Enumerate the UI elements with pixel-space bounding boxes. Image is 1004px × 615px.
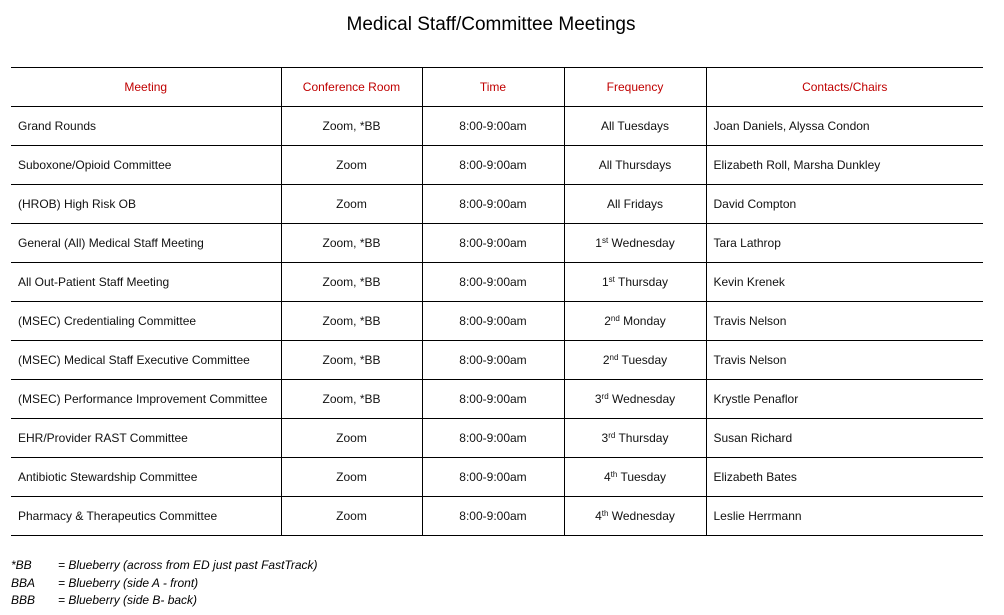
frequency-cell: [564, 263, 706, 302]
table-row: [11, 224, 983, 263]
contacts-cell: David Compton: [706, 185, 983, 224]
column-header-frequency: Frequency: [564, 68, 706, 107]
meetings-table-body: [11, 107, 983, 536]
time-cell: 8:00-9:00am: [422, 497, 564, 536]
time-cell: 8:00-9:00am: [422, 263, 564, 302]
conference-room-cell: Zoom, *BB: [281, 107, 422, 146]
frequency-text: Monday: [619, 314, 666, 328]
frequency-text: Wednesday: [608, 509, 675, 523]
column-header-meeting: Meeting: [11, 68, 281, 107]
frequency-ordinal-number: 4: [603, 470, 611, 484]
conference-room-cell: Zoom, *BB: [281, 224, 422, 263]
legend-item: [11, 575, 318, 593]
table-row: [11, 146, 983, 185]
meetings-table: [11, 67, 983, 536]
page-title: Medical Staff/Committee Meetings: [346, 14, 636, 35]
frequency-cell: [564, 302, 706, 341]
time-cell: 8:00-9:00am: [422, 419, 564, 458]
meeting-cell: General (All) Medical Staff Meeting: [11, 224, 281, 263]
table-row: [11, 302, 983, 341]
time-cell: 8:00-9:00am: [422, 107, 564, 146]
column-header-conference-room: Conference Room: [281, 68, 422, 107]
time-cell: 8:00-9:00am: [422, 302, 564, 341]
time-cell: 8:00-9:00am: [422, 185, 564, 224]
frequency-cell: [564, 380, 706, 419]
meeting-cell: (MSEC) Medical Staff Executive Committee: [11, 341, 281, 380]
time-cell: 8:00-9:00am: [422, 146, 564, 185]
frequency-ordinal-suffix: rd: [601, 392, 609, 401]
frequency-ordinal-number: 1: [595, 236, 602, 250]
meeting-cell: Suboxone/Opioid Committee: [11, 146, 281, 185]
meeting-cell: All Out-Patient Staff Meeting: [11, 263, 281, 302]
frequency-cell: [564, 497, 706, 536]
contacts-cell: Travis Nelson: [706, 341, 983, 380]
conference-room-cell: Zoom, *BB: [281, 302, 422, 341]
frequency-text: Tuesday: [618, 353, 668, 367]
contacts-cell: Krystle Penaflor: [706, 380, 983, 419]
frequency-ordinal-number: 3: [601, 431, 609, 445]
column-header-time: Time: [422, 68, 564, 107]
legend-description: = Blueberry (across from ED just past FastTrack): [58, 558, 318, 572]
frequency-ordinal-number: 2: [602, 353, 610, 367]
frequency-text: Wednesday: [608, 236, 675, 250]
meeting-cell: Antibiotic Stewardship Committee: [11, 458, 281, 497]
meeting-cell: Grand Rounds: [11, 107, 281, 146]
time-cell: 8:00-9:00am: [422, 224, 564, 263]
conference-room-cell: Zoom: [281, 185, 422, 224]
table-row: [11, 107, 983, 146]
frequency-cell: [564, 458, 706, 497]
frequency-ordinal-suffix: th: [601, 509, 609, 518]
meeting-cell: Pharmacy & Therapeutics Committee: [11, 497, 281, 536]
frequency-ordinal-suffix: st: [601, 236, 609, 245]
table-row: [11, 458, 983, 497]
frequency-ordinal-number: 4: [595, 509, 602, 523]
legend-code: *BB: [11, 558, 32, 572]
meeting-cell: EHR/Provider RAST Committee: [11, 419, 281, 458]
meeting-cell: (HROB) High Risk OB: [11, 185, 281, 224]
room-legend: [11, 557, 318, 610]
legend-description: = Blueberry (side A - front): [58, 575, 199, 590]
frequency-cell: [564, 146, 706, 185]
frequency-cell: [564, 419, 706, 458]
table-header-row: [11, 68, 983, 107]
conference-room-cell: Zoom: [281, 419, 422, 458]
conference-room-cell: Zoom: [281, 458, 422, 497]
contacts-cell: Travis Nelson: [706, 302, 983, 341]
legend-item: [11, 557, 318, 575]
table-row: [11, 497, 983, 536]
contacts-cell: Susan Richard: [706, 419, 983, 458]
frequency-cell: [564, 185, 706, 224]
frequency-text: All Fridays: [606, 197, 663, 211]
frequency-cell: [564, 224, 706, 263]
contacts-cell: Elizabeth Roll, Marsha Dunkley: [706, 146, 983, 185]
frequency-text: Thursday: [614, 275, 669, 289]
frequency-ordinal-suffix: th: [610, 470, 618, 479]
table-row: [11, 185, 983, 224]
conference-room-cell: Zoom, *BB: [281, 380, 422, 419]
frequency-text: Thursday: [615, 431, 669, 445]
conference-room-cell: Zoom, *BB: [281, 263, 422, 302]
column-header-contacts: Contacts/Chairs: [706, 68, 983, 107]
table-row: [11, 263, 983, 302]
frequency-ordinal-number: 2: [604, 314, 611, 328]
conference-room-cell: Zoom: [281, 146, 422, 185]
table-row: [11, 419, 983, 458]
frequency-cell: [564, 107, 706, 146]
frequency-text: Tuesday: [617, 470, 667, 484]
time-cell: 8:00-9:00am: [422, 380, 564, 419]
legend-item: [11, 592, 318, 610]
contacts-cell: Leslie Herrmann: [706, 497, 983, 536]
frequency-ordinal-number: 3: [594, 392, 602, 406]
frequency-ordinal-number: 1: [601, 275, 609, 289]
frequency-text: Wednesday: [608, 392, 676, 406]
time-cell: 8:00-9:00am: [422, 458, 564, 497]
frequency-text: All Thursdays: [598, 158, 672, 172]
frequency-ordinal-suffix: nd: [610, 314, 620, 323]
frequency-ordinal-suffix: rd: [608, 431, 616, 440]
frequency-ordinal-suffix: nd: [609, 353, 619, 362]
table-row: [11, 380, 983, 419]
legend-code: BBA: [11, 575, 36, 590]
contacts-cell: Joan Daniels, Alyssa Condon: [706, 107, 983, 146]
contacts-cell: Elizabeth Bates: [706, 458, 983, 497]
table-row: [11, 341, 983, 380]
frequency-ordinal-suffix: st: [608, 275, 615, 284]
contacts-cell: Kevin Krenek: [706, 263, 983, 302]
conference-room-cell: Zoom, *BB: [281, 341, 422, 380]
meeting-cell: (MSEC) Performance Improvement Committee: [11, 380, 281, 419]
frequency-text: All Tuesdays: [600, 119, 670, 133]
contacts-cell: Tara Lathrop: [706, 224, 983, 263]
meeting-cell: (MSEC) Credentialing Committee: [11, 302, 281, 341]
time-cell: 8:00-9:00am: [422, 341, 564, 380]
frequency-cell: [564, 341, 706, 380]
legend-code: BBB: [11, 593, 36, 607]
legend-description: = Blueberry (side B- back): [58, 593, 198, 607]
conference-room-cell: Zoom: [281, 497, 422, 536]
